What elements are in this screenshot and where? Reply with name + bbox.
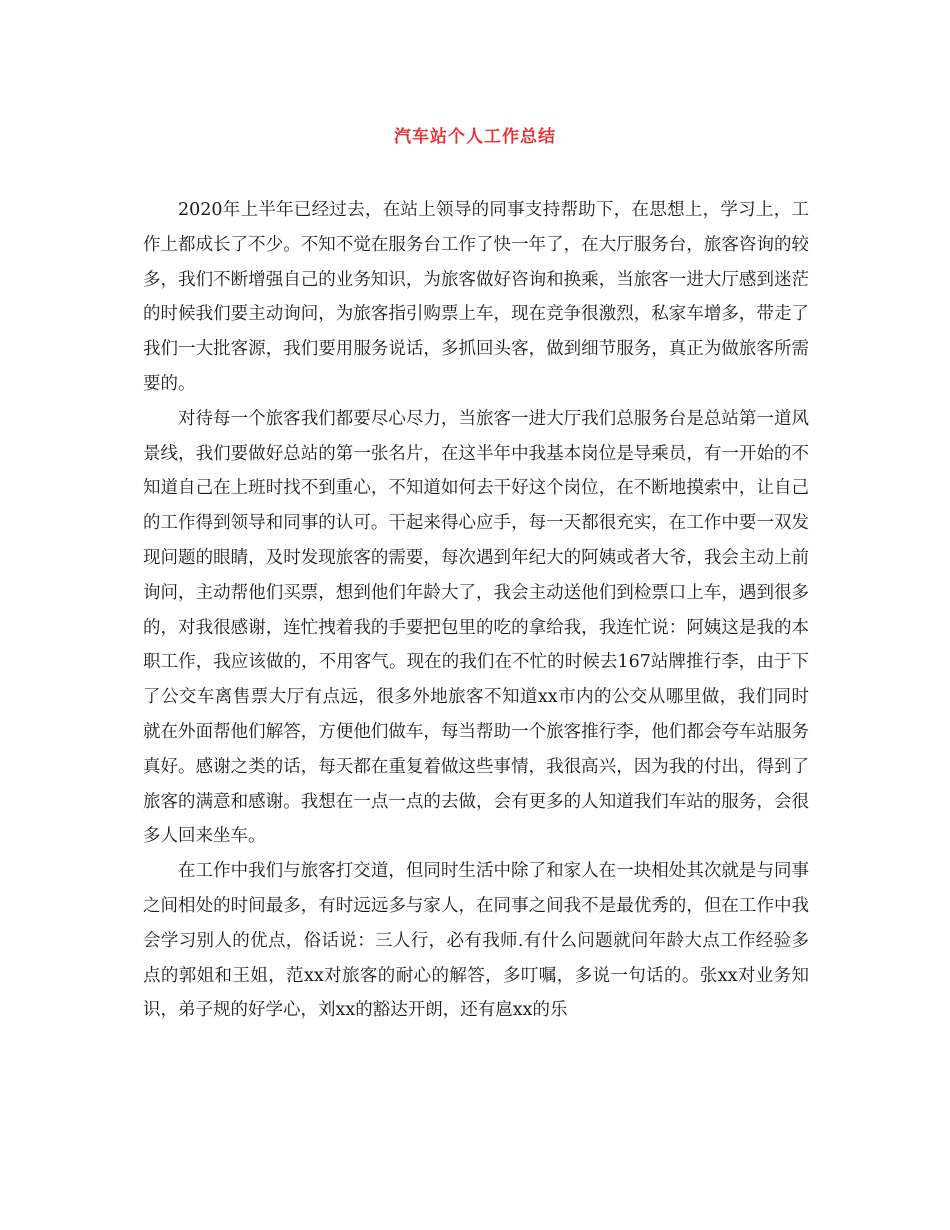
paragraph-1: 2020年上半年已经过去，在站上领导的同事支持帮助下，在思想上，学习上，工作上都成长了不少。不知不觉在服务台工作了快一年了，在大厅服务台，旅客咨询的较多，我们不断增强自己的业务知识，为旅客做好咨询和换乘，当旅客一进大厅感到迷茫的时候我们要主动询问，为旅客指引购票上车，现在竞争很激烈，私家车增多，带走了我们一大批客源，我们要用服务说话，多抓回头客，做到细节服务，真正为做旅客所需要的。 <box>143 200 809 394</box>
paragraph-3: 在工作中我们与旅客打交道，但同时生活中除了和家人在一块相处其次就是与同事之间相处的时间最多，有时远远多与家人，在同事之间我不是最优秀的，但在工作中我会学习别人的优点，俗话说：三人行，必有我师.有什么问题就问年龄大点工作经验多点的郭姐和王姐，范xx对旅客的耐心的解答，多叮嘱，多说一句话的。张xx对业务知识，弟子规的好学心，刘xx的豁达开朗，还有扈xx的乐 <box>143 861 809 1021</box>
document-body <box>143 193 809 1028</box>
document-title: 汽车站个人工作总结 <box>394 127 556 147</box>
paragraph-2: 对待每一个旅客我们都要尽心尽力，当旅客一进大厅我们总服务台是总站第一道风景线，我们要做好总站的第一张名片，在这半年中我基本岗位是导乘员，有一开始的不知道自己在上班时找不到重心，不知道如何去干好这个岗位，在不断地摸索中，让自己的工作得到领导和同事的认可。干起来得心应手，每一天都很充实，在工作中要一双发现问题的眼睛，及时发现旅客的需要，每次遇到年纪大的阿姨或者大爷，我会主动上前询问，主动帮他们买票，想到他们年龄大了，我会主动送他们到检票口上车，遇到很多的，对我很感谢，连忙拽着我的手要把包里的吃的拿给我，我连忙说：阿姨这是我的本职工作，我应该做的，不用客气。现在的我们在不忙的时候去167站牌推行李，由于下了公交车离售票大厅有点远，很多外地旅客不知道xx市内的公交从哪里做，我们同时就在外面帮他们解答，方便他们做车，每当帮助一个旅客推行李，他们都会夸车站服务真好。感谢之类的话，每天都在重复着做这些事情，我很高兴，因为我的付出，得到了旅客的满意和感谢。我想在一点一点的去做，会有更多的人知道我们车站的服务，会很多人回来坐车。 <box>143 408 809 847</box>
